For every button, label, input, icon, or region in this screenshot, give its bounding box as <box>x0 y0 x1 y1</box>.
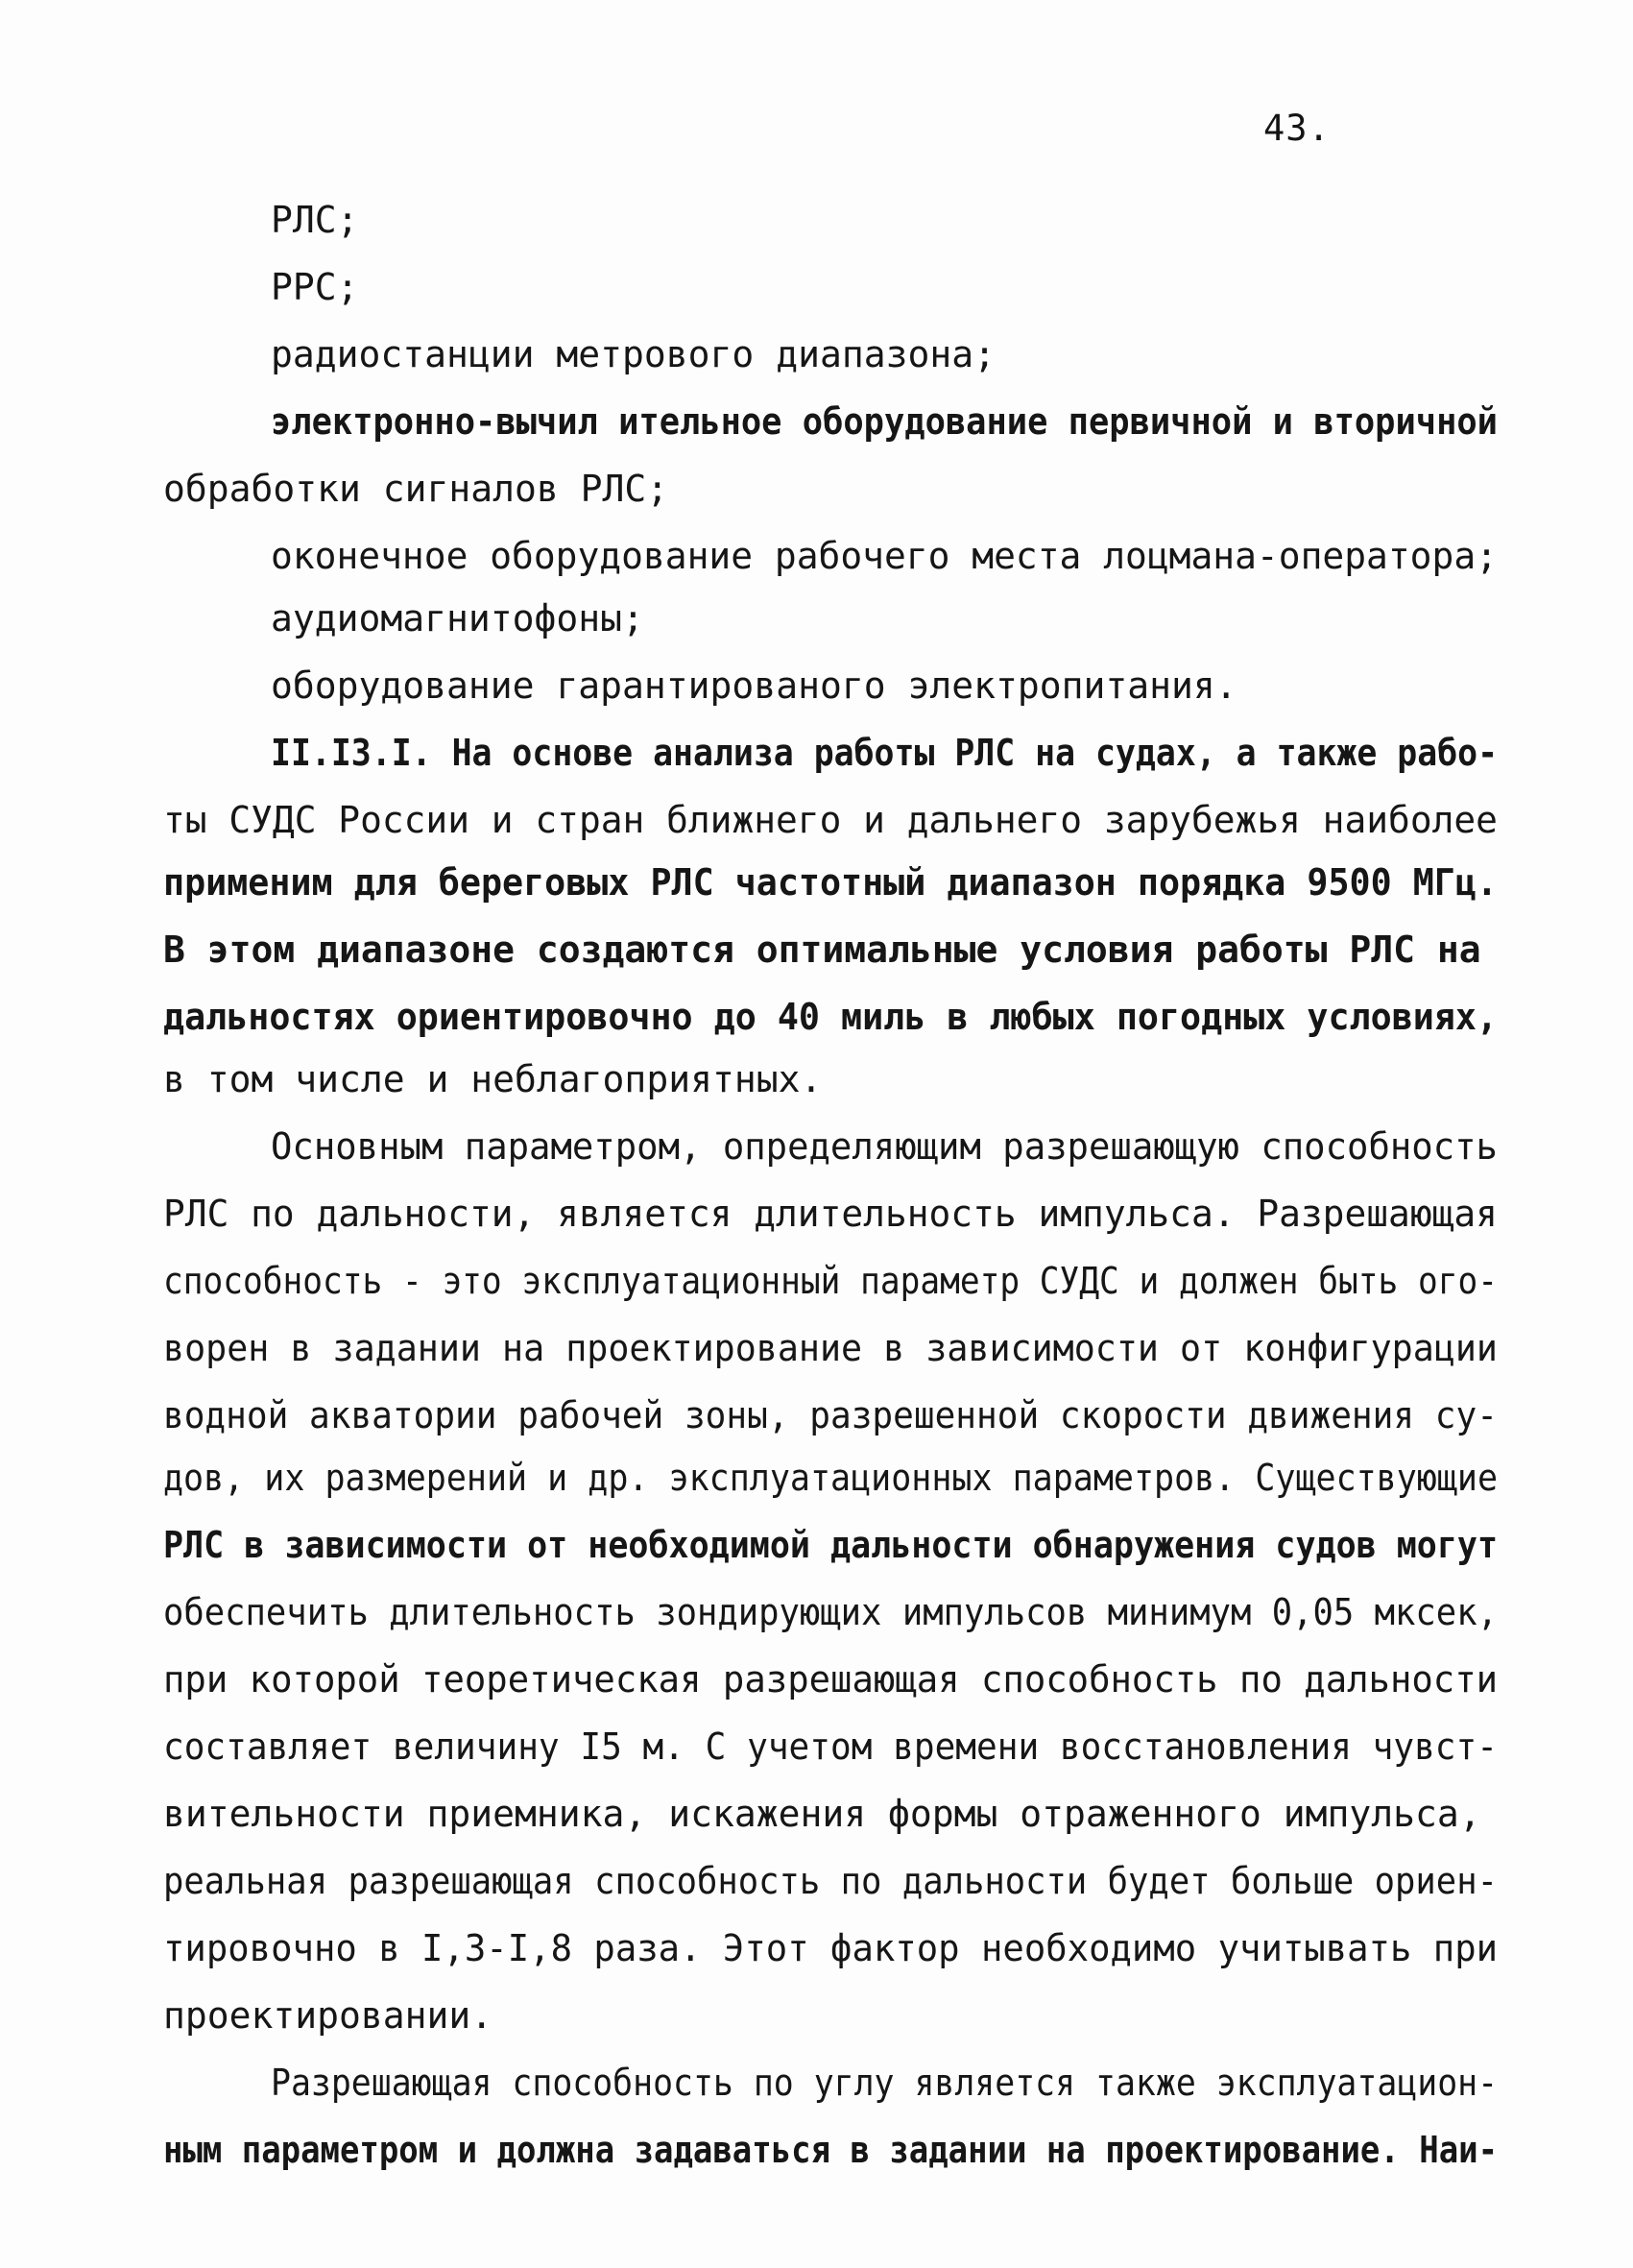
text-line: РЛС по дальности, является длительность импульса. Разрешающая <box>163 1193 1498 1235</box>
text-line: дов, их размерений и др. эксплуатационных параметров. Существующие <box>163 1457 1499 1499</box>
text-line: ным параметром и должна задаваться в задании на проектирование. Наи- <box>163 2129 1499 2171</box>
text-line: Разрешающая способность по углу является также эксплуатацион- <box>271 2062 1499 2104</box>
text-line: РЛС в зависимости от необходимой дальности обнаружения судов могут <box>163 1524 1499 1566</box>
text-line: водной акватории рабочей зоны, разрешенной скорости движения су- <box>163 1394 1498 1436</box>
text-line: проектировании. <box>163 1994 493 2037</box>
text-line: вительности приемника, искажения формы отраженного импульса, <box>163 1793 1481 1835</box>
text-line: составляет величину I5 м. С учетом времени восстановления чувст- <box>163 1725 1498 1768</box>
text-line: РРС; <box>271 266 359 308</box>
text-line: реальная разрешающая способность по дальности будет больше ориен- <box>163 1860 1498 1902</box>
text-line: оборудование гарантированого электропитания. <box>271 664 1237 707</box>
text-line: дальностях ориентировочно до 40 миль в любых погодных условиях, <box>163 996 1499 1038</box>
text-line: обеспечить длительность зондирующих импульсов минимум 0,05 мксек, <box>163 1591 1498 1633</box>
text-line: В этом диапазоне создаются оптимальные условия работы РЛС на <box>163 929 1481 971</box>
text-line: электронно-вычил ительное оборудование первичной и вторичной <box>271 400 1498 443</box>
text-line: Основным параметром, определяющим разрешающую способность <box>271 1125 1498 1168</box>
text-line: ворен в задании на проектирование в зависимости от конфигурации <box>163 1327 1499 1369</box>
page-number: 43. <box>1263 108 1331 149</box>
text-line: оконечное оборудование рабочего места лоцмана-оператора; <box>271 535 1498 577</box>
text-line: в том числе и неблагоприятных. <box>163 1058 823 1100</box>
text-line: тировочно в I,3-I,8 раза. Этот фактор необходимо учитывать при <box>163 1927 1499 1969</box>
text-line: обработки сигналов РЛС; <box>163 468 669 510</box>
text-line: способность - это эксплуатационный параметр СУДС и должен быть ого- <box>163 1260 1498 1302</box>
text-line: РЛС; <box>271 199 359 241</box>
text-line: применим для береговых РЛС частотный диапазон порядка 9500 МГц. <box>163 861 1499 904</box>
text-line: аудиомагнитофоны; <box>271 597 644 639</box>
text-line: радиостанции метрового диапазона; <box>271 333 996 375</box>
text-line: при которой теоретическая разрешающая способность по дальности <box>163 1658 1499 1701</box>
text-line: ты СУДС России и стран ближнего и дальнего зарубежья наиболее <box>163 799 1498 841</box>
text-line: II.I3.I. На основе анализа работы РЛС на судах, а также рабо- <box>271 732 1499 774</box>
